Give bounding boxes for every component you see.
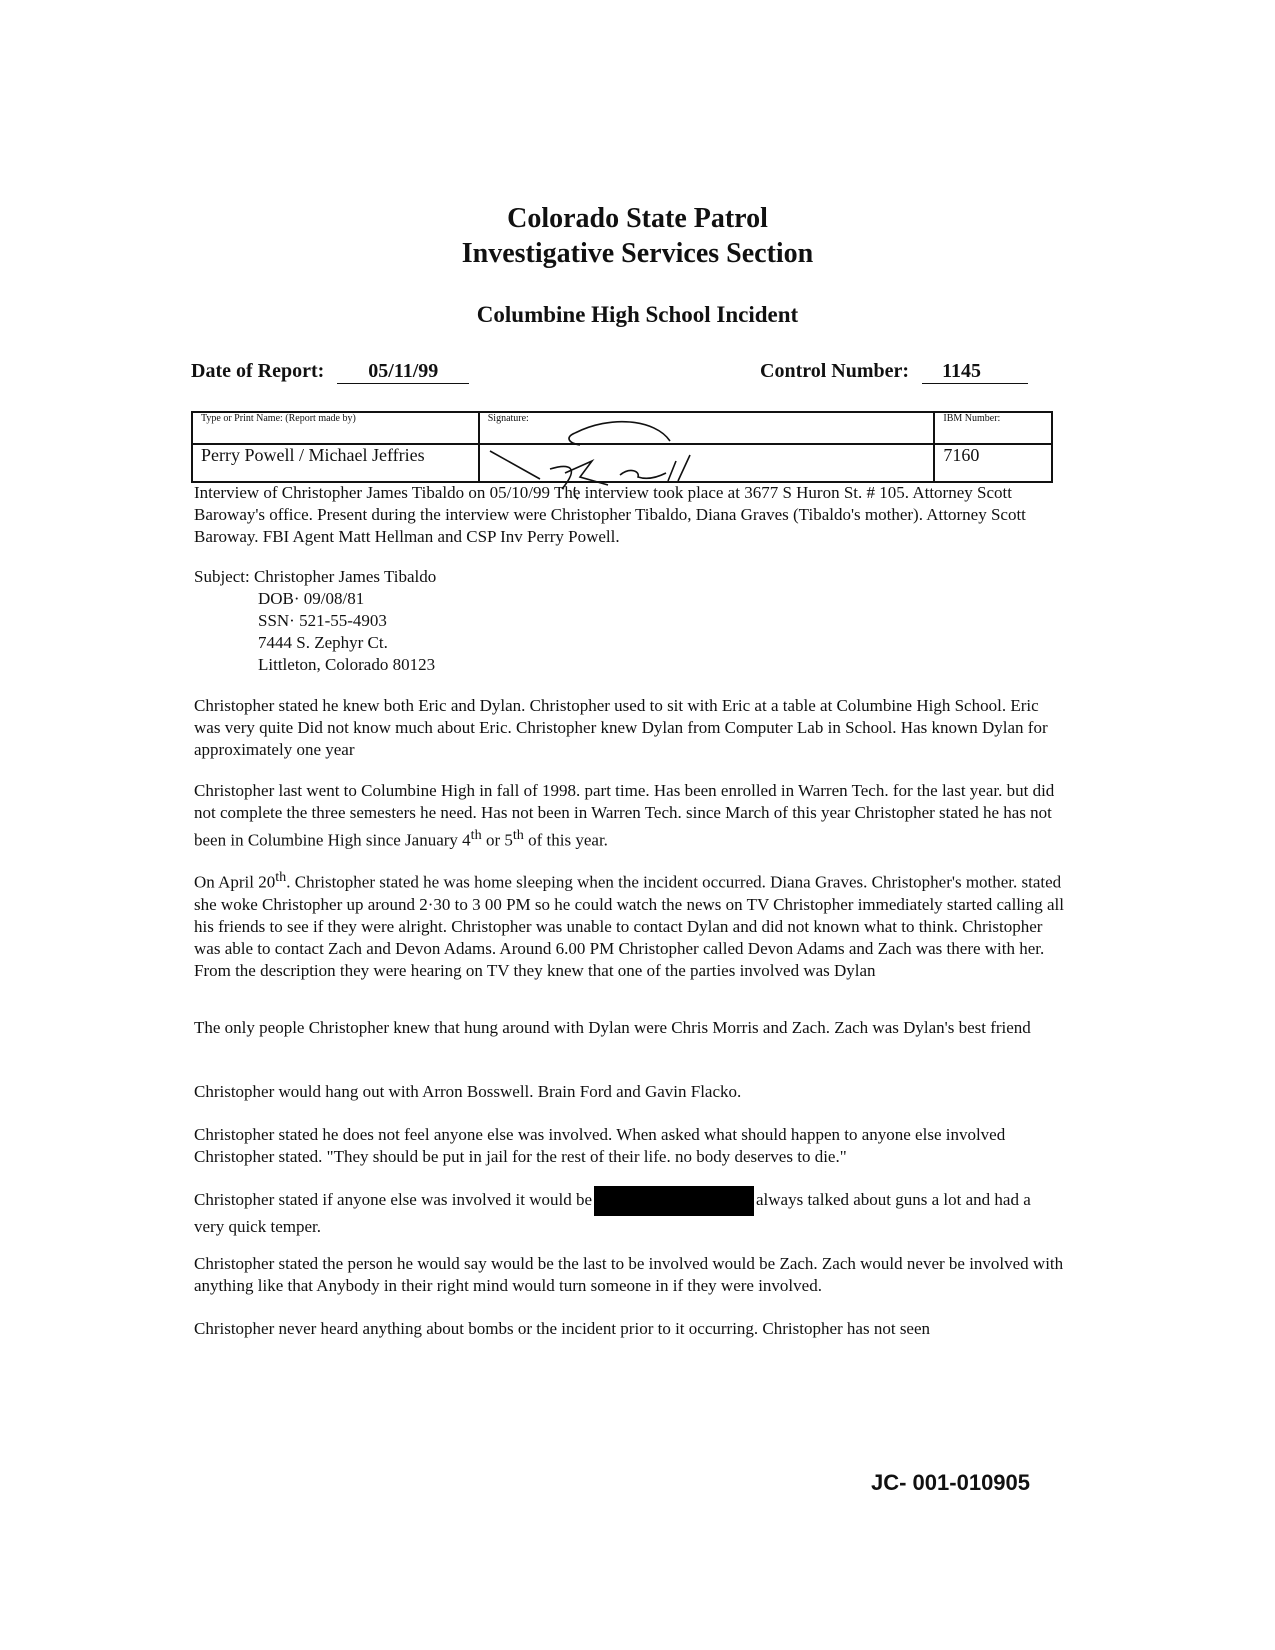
incident-title: Columbine High School Incident <box>476 302 799 327</box>
subject-name: Christopher James Tibaldo <box>253 567 437 586</box>
paragraph-3: On April 20th. Christopher stated he was home sleeping when the incident occurred. Diana Graves. Christopher's mother. stated she woke Christopher up around 2·30 to 3 00 PM so he could watch the news on TV Christopher immediately started calling all his friends to see if they were alright. Christopher was unable to contact Dylan and did not known what to think. Christopher was able to contact Zach and Devon Adams. Around 6.00 PM Christopher called Devon Adams and Zach was there with her. From the description they were hearing on TV they knew that one of the parties involved was Dylan <box>194 869 1064 980</box>
paragraph-7: Christopher stated if anyone else was involved it would be always talked about guns a lot and had a very quick temper. <box>194 1186 1064 1238</box>
paragraph-4: The only people Christopher knew that hung around with Dylan were Chris Morris and Zach. Zach was Dylan's best friend <box>194 1018 1031 1037</box>
control-label: Control Number: <box>760 360 910 382</box>
redaction-block <box>594 1186 754 1216</box>
date-of-report <box>191 360 469 384</box>
subject-label: Subject: <box>194 567 250 586</box>
intro-paragraph: Interview of Christopher James Tibaldo on 05/10/99 The interview took place at 3677 S Huron St. # 105. Attorney Scott Baroway's office. Present during the interview were Christopher Tibaldo, Diana Graves (Tibaldo's mother). Attorney Scott Baroway. FBI Agent Matt Hellman and CSP Inv Perry Powell. <box>194 483 1026 546</box>
report-table <box>191 411 1053 483</box>
paragraph-6: Christopher stated he does not feel anyone else was involved. When asked what should happen to anyone else involved Christopher stated. "They should be put in jail for the rest of their life. no body deserves to die." <box>194 1125 1006 1166</box>
ibm-value: 7160 <box>934 444 1052 482</box>
subject-ssn: SSN· 521-55-4903 <box>258 611 387 630</box>
paragraph-8: Christopher stated the person he would say would be the last to be involved would be Zach. Zach would never be involved with anything like that Anybody in their right mind would turn someone in if they were involved. <box>194 1254 1064 1295</box>
paragraph-5: Christopher would hang out with Arron Bosswell. Brain Ford and Gavin Flacko. <box>194 1082 742 1101</box>
name-header: Type or Print Name: (Report made by) <box>192 412 479 444</box>
date-value: 05/11/99 <box>337 360 469 384</box>
ibm-header: IBM Number: <box>934 412 1052 444</box>
document-number: JC- 001-010905 <box>871 1470 1031 1495</box>
section-title: Investigative Services Section <box>461 238 814 269</box>
signature-cell <box>479 444 935 482</box>
subject-address-2: Littleton, Colorado 80123 <box>258 655 436 674</box>
name-value: Perry Powell / Michael Jeffries <box>192 444 479 482</box>
paragraph-2: Christopher last went to Columbine High in fall of 1998. part time. Has been enrolled in Warren Tech. for the last year. but did not complete the three semesters he need. Has not been in Warren Tech. since March of this year Christopher stated he has not been in Columbine High since January 4th or 5th of this year. <box>194 781 1055 850</box>
subject-dob: DOB· 09/08/81 <box>258 589 365 608</box>
subject-address-1: 7444 S. Zephyr Ct. <box>258 633 388 652</box>
date-label: Date of Report: <box>191 360 325 382</box>
agency-title: Colorado State Patrol <box>507 203 768 234</box>
paragraph-9: Christopher never heard anything about bombs or the incident prior to it occurring. Christopher has not seen <box>194 1319 931 1338</box>
subject-details <box>258 588 435 676</box>
paragraph-1: Christopher stated he knew both Eric and Dylan. Christopher used to sit with Eric at a table at Columbine High School. Eric was very quite Did not know much about Eric. Christopher knew Dylan from Computer Lab in School. Has known Dylan for approximately one year <box>194 696 1048 759</box>
subject-line <box>194 566 1064 588</box>
control-number <box>760 360 1028 384</box>
control-value: 1145 <box>922 360 1028 384</box>
signature-header: Signature: <box>479 412 935 444</box>
